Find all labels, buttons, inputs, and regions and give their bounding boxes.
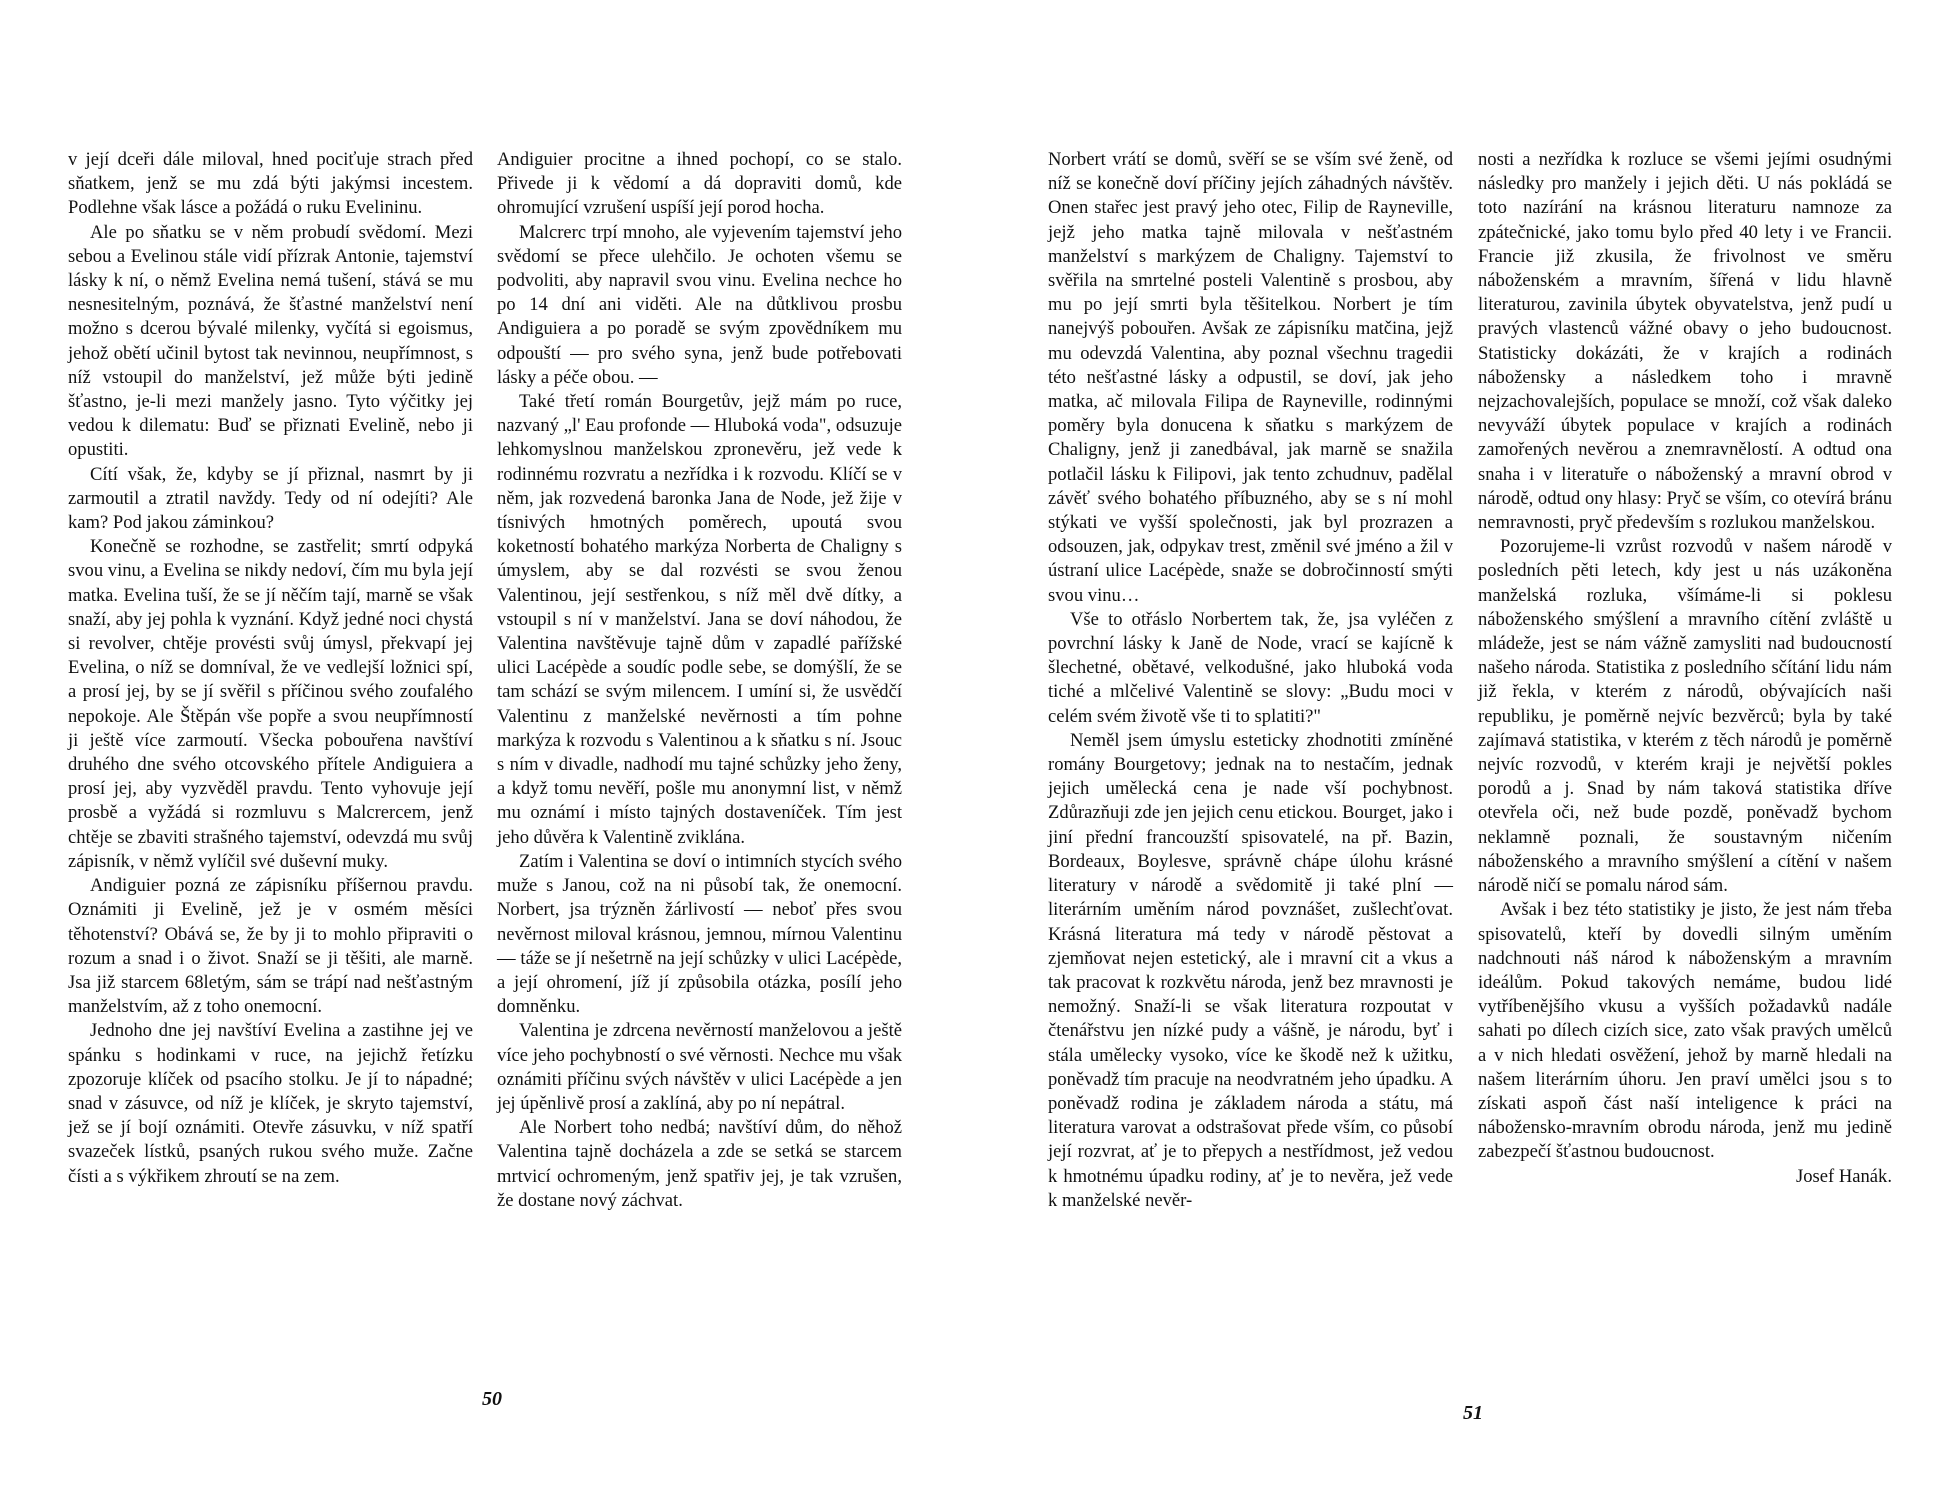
paragraph: Malcrerc trpí mnoho, ale vyjevením tajemství jeho svědomí se přece ulehčilo. Je ochoten všemu se podvoliti, aby napravil svou vinu. Evelina nechce ho po 14 dní ani viděti. Ale na důtklivou prosbu Andiguiera a po poradě se svým zpovědníkem mu odpouští — pro svého syna, jenž bude potřebovati lásky a péče obou. — bbox=[497, 221, 902, 388]
paragraph: Neměl jsem úmyslu esteticky zhodnotiti zmíněné romány Bourgetovy; jednak na to nestačím, jednak jejich umělecká cena je nade vší pochybnost. Zdůrazňuji zde jen jejich cenu etickou. Bourget, jako i jiní přední francouzští spisovatelé, na př. Bazin, Bordeaux, Boylesve, správně chápe úlohu krásné literatury v národě a svědomitě ji také plní — literárním uměním národ povznášet, zušlechťovat. Krásná literatura má tedy v národě pěstovat a zjemňovat nejen estetický, ale i mravní cit a vkus a tak pracovat k rozkvětu národa, jenž bez mravnosti je nemožný. Snaží-li se však literatura rozpoutat v čtenářstvu jen nízké pudy a vášně, je národu, byť i stála umělecky vysoko, více ke škodě než k užitku, poněvadž tím pracuje na neodvratném jeho úpadku. A poněvadž rodina je základem národa a státu, má literatura varovat a odstrašovat přede vším, co působí její rozvrat, ať je to přepych a nestřídmost, jež vedou k hmotnému úpadku rodiny, ať je to nevěra, jež vede k manželské nevěr- bbox=[1048, 729, 1453, 1211]
paragraph: Valentina je zdrcena nevěrností manželovou a ještě více jeho pochybností o své věrnosti. Nechce mu však oznámiti příčinu svých návštěv v ulici Lacépède a jen jej úpěnlivě prosí a zaklíná, aby po ní nepátral. bbox=[497, 1020, 902, 1114]
paragraph: Jednoho dne jej navštíví Evelina a zastihne jej ve spánku s hodinkami v ruce, na jejichž řetízku zpozoruje klíček od psacího stolku. Je jí to nápadné; snad v zásuvce, od níž je klíček, je skryto tajemství, jež se jí bojí oznámiti. Otevře zásuvku, v níž spatří svazeček lístků, psaných rukou svého muže. Začne čísti a s výkřikem zhroutí se na zem. bbox=[68, 1020, 473, 1187]
right-page-column-1 bbox=[1048, 148, 1453, 1213]
paragraph: Ale Norbert toho nedbá; navštíví dům, do něhož Valentina tajně docházela a zde se setká se starcem mrtvicí ochromeným, jenž spatřiv jej, je tak vzrušen, že dostane nový záchvat. bbox=[497, 1117, 902, 1211]
right-page-column-2 bbox=[1478, 148, 1892, 1189]
paragraph: Ale po sňatku se v něm probudí svědomí. Mezi sebou a Evelinou stále vidí přízrak Antonie, tajemství lásky k ní, o němž Evelina nemá tušení, stává se mu nesnesitelným, poznává, že šťastné manželství není možno s dcerou bývalé milenky, vyčítá si egoismus, jehož obětí učinil bytost tak nevinnou, neupřímnost, s níž vstoupil do manželství, jež může býti jedině šťastno, je-li mezi manžely jasno. Tyto výčitky jej vedou k dilematu: Buď se přiznati Evelině, nebo ji opustiti. bbox=[68, 221, 473, 461]
paragraph: Konečně se rozhodne, se zastřelit; smrtí odpyká svou vinu, a Evelina se nikdy nedoví, čím mu byla její matka. Evelina tuší, že se jí něčím tají, marně se však snaží, aby jej pohla k vyznání. Když jedné noci chystá si revolver, chtěje provésti svůj úmysl, překvapí jej Evelina, o níž se domníval, že ve vedlejší ložnici spí, a prosí jej, by se jí svěřil s příčinou svého zoufalého nepokoje. Ale Štěpán vše popře a svou neupřímností ji ještě více zarmoutí. Všecka pobouřena navštíví druhého dne svého otcovského přítele Andiguiera a prosí jej, aby vyzvěděl pravdu. Tento vyhovuje její prosbě a vyžádá si rozmluvu s Malcrercem, jenž chtěje se zbaviti strašného tajemství, odevzdá mu svůj zápisník, v němž vylíčil své duševní muky. bbox=[68, 536, 473, 872]
paragraph: v její dceři dále miloval, hned pociťuje strach před sňatkem, jenž se mu zdá býti jakýmsi incestem. Podlehne však lásce a požádá o ruku Evelininu. bbox=[68, 149, 473, 219]
paragraph: Také třetí román Bourgetův, jejž mám po ruce, nazvaný „l' Eau profonde — Hluboká voda", odsuzuje lehkomyslnou manželskou zpronevěru, jež vede k rodinnému rozvratu a nezřídka i k rozvodu. Klíčí se v něm, jak rozvedená baronka Jana de Node, jež žije v tísnivých hmotných poměrech, upoutá svou koketností bohatého markýza Norberta de Chaligny s úmyslem, aby se dal rozvésti se svou ženou Valentinou, její sestřenkou, s níž měl dvě dítky, a vstoupil s ní v manželství. Jana se doví náhodou, že Valentina navštěvuje tajně dům v zapadlé pařížské ulici Lacépède a soudíc podle sebe, se domýšlí, že se tam schází se svým milencem. I umíní si, že usvědčí Valentinu z manželské nevěrnosti a tím pohne markýza k rozvodu s Valentinou a k sňatku s ní. Jsouc s ním v divadle, nadhodí mu tajné schůzky jeho ženy, a když tomu nevěří, pošle mu anonymní list, v němž mu oznámí i místo tajných dostaveníček. Tím jest jeho důvěra k Valentině zviklána. bbox=[497, 391, 902, 848]
paragraph: Zatím i Valentina se doví o intimních stycích svého muže s Janou, což na ni působí tak, že onemocní. Norbert, jsa trýzněn žárlivostí — neboť přes svou nevěrnost miloval krásnou, jemnou, mírnou Valentinu — táže se jí nešetrně na její schůzky v ulici Lacépède, a její ohromení, jíž jí způsobila otázka, posílí jeho domněnku. bbox=[497, 850, 902, 1018]
paragraph: Cítí však, že, kdyby se jí přiznal, nasmrt by ji zarmoutil a ztratil navždy. Tedy od ní odejíti? Ale kam? Pod jakou záminkou? bbox=[68, 463, 473, 534]
paragraph: Avšak i bez této statistiky je jisto, že jest nám třeba spisovatelů, kteří by dovedli silným uměním nadchnouti náš národ k náboženským a mravním ideálům. Pokud takových nemáme, budou lidé vytříbenějšího vkusu a vyšších požadavků nadále sahati po dílech cizích sice, zato však pravých umělců a v nich hledati osvěžení, jehož by marně hledali na našem literárním úhoru. Jen praví umělci jsou s to získati aspoň část naší inteligence k práci na nábožensko-mravním obrodu národa, jenž mu jedině zabezpečí šťastnou budoucnost. bbox=[1478, 899, 1892, 1163]
paragraph: Pozorujeme-li vzrůst rozvodů v našem národě v posledních pěti letech, kdy jest u nás uzákoněna manželská rozluka, všímáme-li si poklesu náboženského smýšlení a mravního cítění zvláště u mládeže, jest se nám vážně zamysliti nad budoucností našeho národa. Statistika z posledního sčítání lidu nám již řekla, v kterém z národů, obývajících naši republiku, je poměrně nejvíc bezvěrců; byla by také zajímavá statistika, v kterém z těch národů je poměrně nejvíc rozvodů, v kterém kraji je největší pokles porodů a j. Snad by nám taková statistika dříve otevřela oči, než bude pozdě, poněvadž bychom neklamně poznali, že soustavným ničením náboženského a mravního smýšlení a cítění v našem národě ničí se pomalu národ sám. bbox=[1478, 536, 1892, 897]
page-number-right: 51 bbox=[1463, 1402, 1483, 1424]
left-page-column-1 bbox=[68, 148, 473, 1189]
paragraph: Andiguier pozná ze zápisníku příšernou pravdu. Oznámiti ji Evelině, jež je v osmém měsíci těhotenství? Obává se, že by ji to mohlo připraviti o rozum a snad i o život. Snaží se ji těšiti, ale marně. Jsa již starcem 68letým, sám se trápí nad nešťastným manželstvím, až z toho onemocní. bbox=[68, 875, 473, 1018]
paragraph: Vše to otřáslo Norbertem tak, že, jsa vyléčen z povrchní lásky k Janě de Node, vrací se kajícně k šlechetné, obětavé, velkodušné, jako hluboká voda tiché a mlčelivé Valentině se slovy: „Budu moci v celém svém životě vše ti to splatiti?" bbox=[1048, 608, 1453, 727]
author-signature: Josef Hanák. bbox=[1795, 1165, 1892, 1187]
paragraph: nosti a nezřídka k rozluce se všemi jejími osudnými následky pro manžely i jejich děti. U nás pokládá se toto nazírání na krásnou literaturu namnoze za zpátečnické, jako tomu bylo před 40 lety i ve Francii. Francie již zkusila, že frivolnost ve směru náboženském a mravním, šířená v lidu hlavně literaturou, zavinila úbytek obyvatelstva, jenž pudí u pravých vlastenců vážné obavy o jeho budoucnost. Statisticky dokázáti, že v krajích a rodinách nábožensky a následkem toho i mravně nejzachovalejších, populace se množí, což však daleko nevyváží úbytek populace v krajích a rodinách zamořených nevěrou a znemravnělostí. A odtud ona snaha i v literatuře o náboženský a mravní obrod v národě, odtud ony hlasy: Pryč se vším, co otevírá bránu nemravnosti, pryč především s rozlukou manželskou. bbox=[1478, 149, 1892, 534]
left-page-column-2 bbox=[497, 148, 902, 1213]
paragraph: Norbert vrátí se domů, svěří se se vším své ženě, od níž se konečně doví příčiny jejích záhadných návštěv. Onen stařec jest pravý jeho otec, Filip de Rayneville, jejž jeho matka tajně milovala v nešťastném manželství s markýzem de Chaligny. Tajemství to svěřila na smrtelné posteli Valentině s prosbou, aby mu po její smrti byla těšitelkou. Norbert je tím nanejvýš pobouřen. Avšak ze zápisníku matčina, jejž mu odevzdá Valentina, aby poznal všechnu tragedii této nešťastné lásky a odpustil, se doví, jak jeho matka, ač milovala Filipa de Rayneville, rodinnými poměry byla donucena k sňatku s markýzem de Chaligny, jenž ji zanedbával, jak marně se snažila potlačil lásku k Filipovi, jak tento zchudnuv, padělal závěť svého bohatého příbuzného, aby se s ní mohl stýkati ve vyšší společnosti, jak byl prozrazen a odsouzen, jak, odpykav trest, změnil své jméno a žil v ústraní ulice Lacépède, snaže se dobročinností smýti svou vinu… bbox=[1048, 149, 1453, 606]
page-number-left: 50 bbox=[482, 1388, 502, 1410]
paragraph: Andiguier procitne a ihned pochopí, co se stalo. Přivede ji k vědomí a dá dopraviti domů, kde ohromující vzrušení uspíší její porod hocha. bbox=[497, 149, 902, 219]
